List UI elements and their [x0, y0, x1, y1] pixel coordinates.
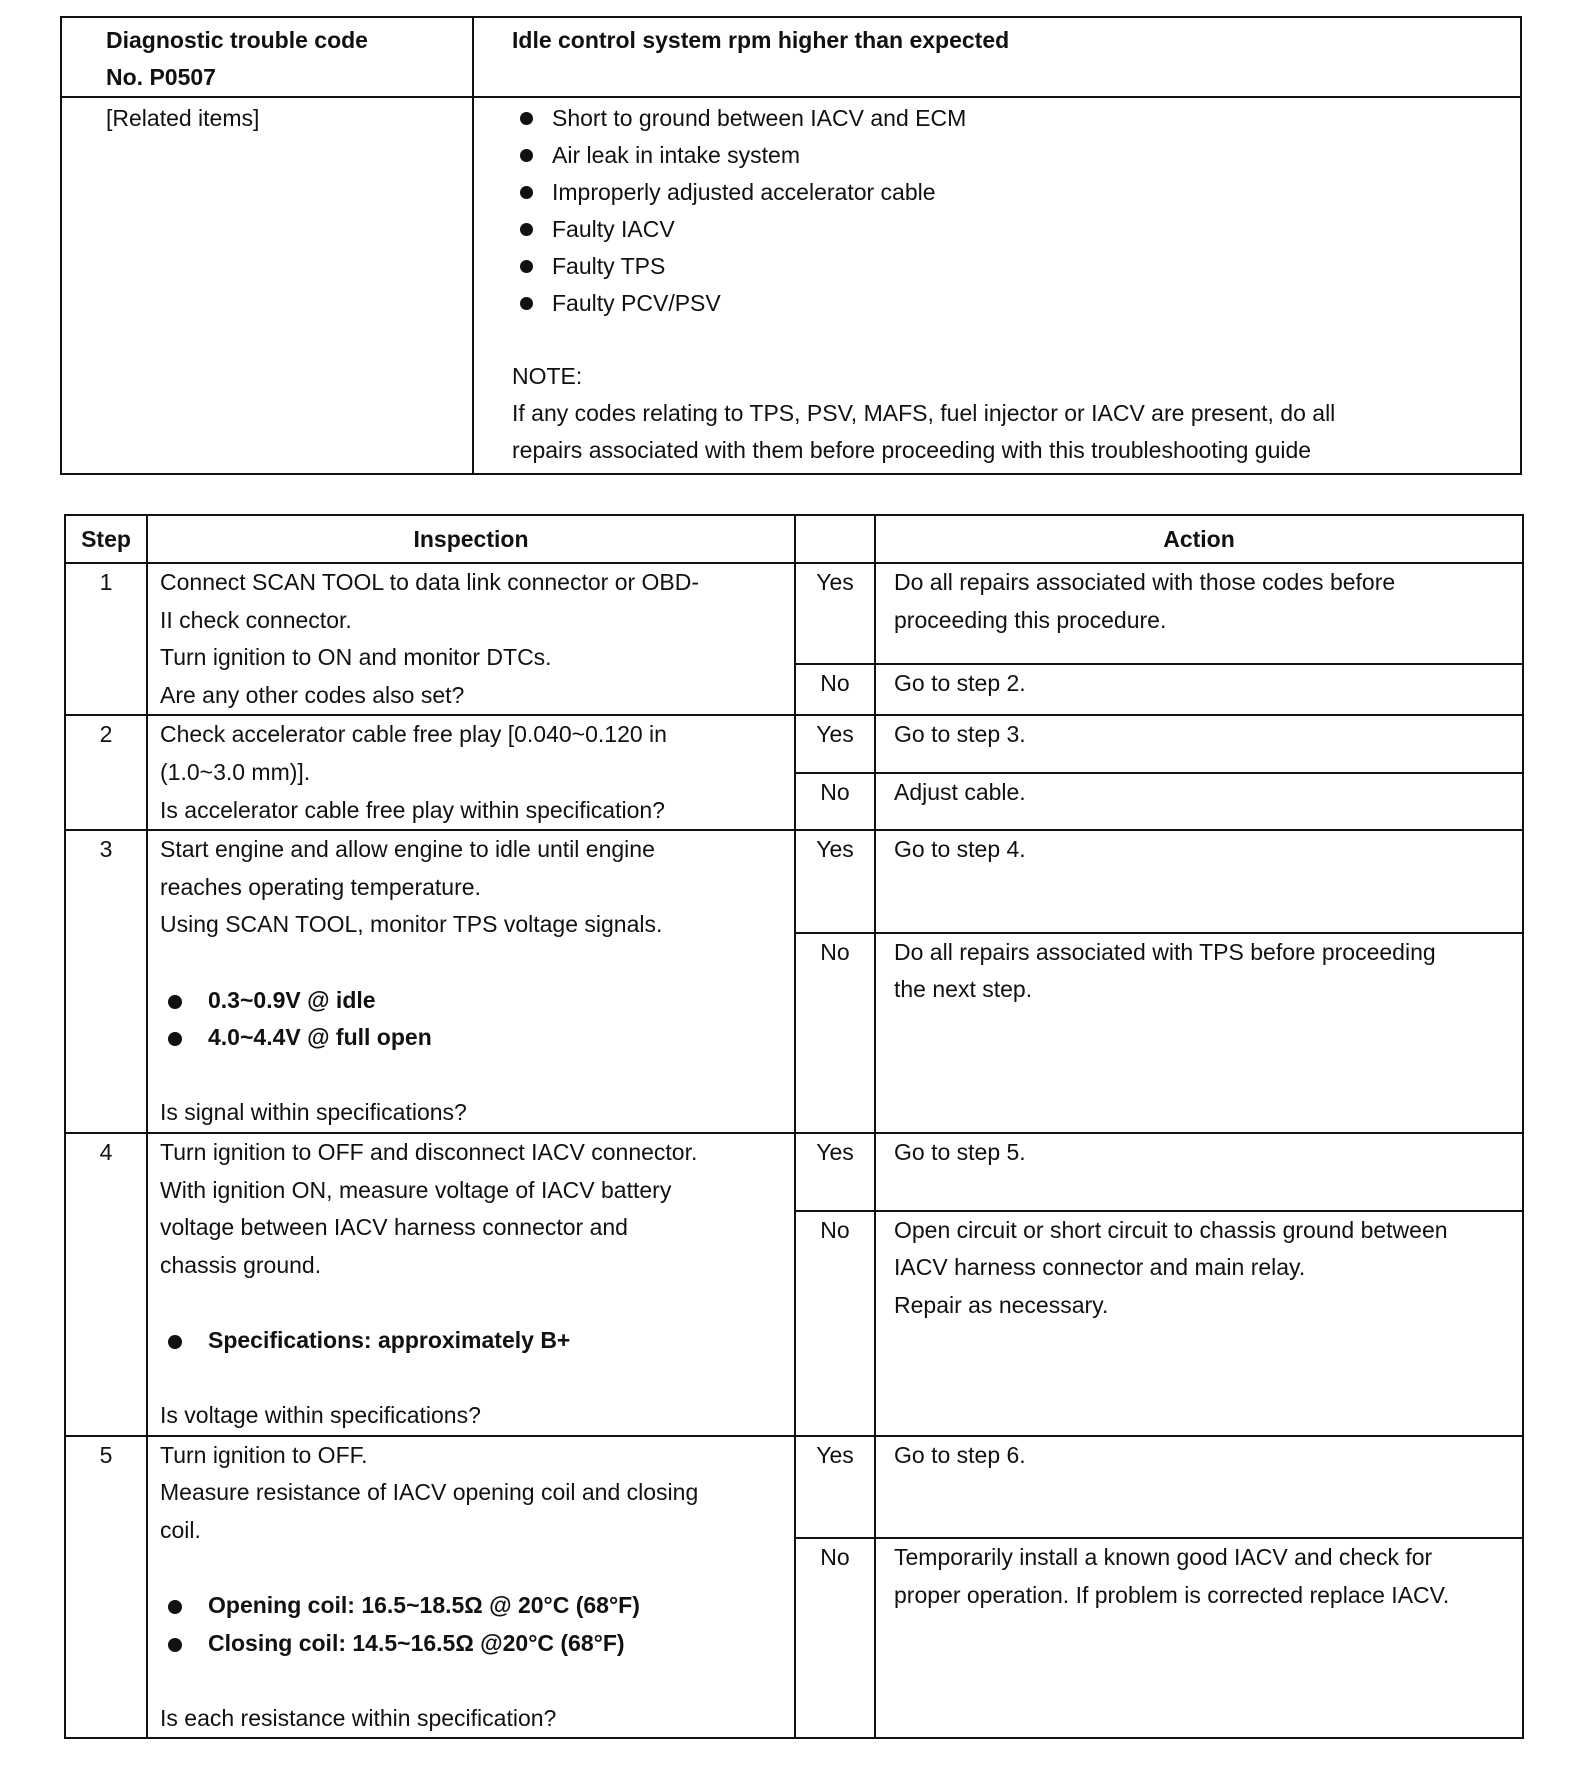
inspection-line: Connect SCAN TOOL to data link connector or OBD- — [160, 569, 700, 595]
no-action-cell — [875, 1538, 1523, 1738]
inspection-line: II check connector. — [160, 606, 352, 633]
dtc-label-line1: Diagnostic trouble code — [106, 27, 368, 53]
related-items-label: [Related items] — [61, 97, 473, 474]
inspection-line: chassis ground. — [160, 1251, 322, 1278]
action-line: Go to step 5. — [894, 1138, 1026, 1165]
list-item: Air leak in intake system — [512, 137, 1510, 174]
inspection-line: Turn ignition to OFF and disconnect IACV connector. — [160, 1138, 698, 1165]
action-line: the next step. — [894, 976, 1033, 1003]
dtc-title-row — [61, 17, 1521, 97]
spec-list — [160, 982, 784, 1057]
no-action-cell — [875, 773, 1523, 830]
spec-item: Opening coil: 16.5~18.5Ω @ 20°C (68°F) — [160, 1587, 784, 1625]
spec-list — [160, 1322, 784, 1360]
spacer — [512, 322, 1510, 358]
action-line: IACV harness connector and main relay. — [894, 1254, 1306, 1281]
spec-item: Specifications: approximately B+ — [160, 1322, 784, 1360]
yes-label: Yes — [795, 1436, 875, 1539]
table-row — [65, 1133, 1523, 1211]
spacer — [160, 1662, 784, 1700]
no-label: No — [795, 1538, 875, 1738]
action-line: Repair as necessary. — [894, 1291, 1109, 1318]
inspection-line: Are any other codes also set? — [160, 681, 465, 708]
spec-item: 0.3~0.9V @ idle — [160, 982, 784, 1020]
no-action-cell — [875, 933, 1523, 1133]
inspection-line: Using SCAN TOOL, monitor TPS voltage signals. — [160, 911, 663, 938]
yes-action-cell — [875, 1133, 1523, 1211]
step-number: 2 — [65, 715, 147, 830]
yes-label: Yes — [795, 563, 875, 664]
spacer — [160, 1549, 784, 1587]
list-item: Faulty TPS — [512, 248, 1510, 285]
action-line: proceeding this procedure. — [894, 606, 1167, 633]
inspection-line: coil. — [160, 1516, 201, 1543]
note-label: NOTE: — [512, 363, 583, 389]
inspection-line: Check accelerator cable free play [0.040~0.120 in — [160, 721, 667, 748]
yes-label: Yes — [795, 830, 875, 933]
dtc-title: Idle control system rpm higher than expected — [473, 17, 1521, 97]
yes-label: Yes — [795, 715, 875, 772]
action-line: Do all repairs associated with those codes before — [894, 569, 1396, 595]
step-number: 5 — [65, 1436, 147, 1739]
dtc-code-number: No. P0507 — [106, 64, 216, 90]
action-line: Open circuit or short circuit to chassis ground between — [894, 1216, 1448, 1243]
column-header-action: Action — [875, 515, 1523, 563]
inspection-question: Is each resistance within specification? — [160, 1704, 557, 1731]
inspection-cell — [147, 1133, 795, 1436]
procedure-table — [64, 514, 1524, 1739]
action-line: Temporarily install a known good IACV and check for — [894, 1544, 1433, 1571]
inspection-line: Measure resistance of IACV opening coil and closing — [160, 1479, 699, 1506]
list-item: Improperly adjusted accelerator cable — [512, 174, 1510, 211]
yes-action-cell — [875, 563, 1523, 664]
inspection-line: Start engine and allow engine to idle until engine — [160, 836, 655, 863]
action-line: Go to step 2. — [894, 669, 1026, 696]
action-line: Do all repairs associated with TPS before proceeding — [894, 938, 1436, 965]
spacer — [160, 1359, 784, 1397]
note-line: If any codes relating to TPS, PSV, MAFS, fuel injector or IACV are present, do all — [512, 400, 1336, 426]
yes-action-cell — [875, 830, 1523, 933]
step-number: 4 — [65, 1133, 147, 1436]
action-line: Adjust cable. — [894, 778, 1026, 805]
inspection-line: reaches operating temperature. — [160, 873, 481, 900]
spec-item: Closing coil: 14.5~16.5Ω @20°C (68°F) — [160, 1625, 784, 1663]
inspection-question: Is voltage within specifications? — [160, 1402, 481, 1429]
dtc-header-table — [60, 16, 1522, 475]
no-label: No — [795, 773, 875, 830]
inspection-cell — [147, 830, 795, 1133]
inspection-line: (1.0~3.0 mm)]. — [160, 758, 311, 785]
spacer — [160, 944, 784, 982]
table-row — [65, 1436, 1523, 1539]
dtc-related-row — [61, 97, 1521, 474]
no-action-cell — [875, 664, 1523, 716]
table-row — [65, 563, 1523, 664]
column-header-step: Step — [65, 515, 147, 563]
inspection-line: Is accelerator cable free play within specification? — [160, 796, 665, 823]
spec-list — [160, 1587, 784, 1662]
action-line: Go to step 3. — [894, 721, 1026, 748]
yes-action-cell — [875, 715, 1523, 772]
inspection-line: With ignition ON, measure voltage of IACV battery — [160, 1176, 672, 1203]
table-row — [65, 715, 1523, 772]
inspection-line: Turn ignition to ON and monitor DTCs. — [160, 644, 552, 671]
inspection-line: Turn ignition to OFF. — [160, 1441, 368, 1468]
no-label: No — [795, 933, 875, 1133]
action-line: Go to step 4. — [894, 836, 1026, 863]
inspection-cell — [147, 715, 795, 830]
column-header-inspection: Inspection — [147, 515, 795, 563]
yes-action-cell — [875, 1436, 1523, 1539]
procedure-header-row — [65, 515, 1523, 563]
inspection-cell — [147, 563, 795, 715]
no-label: No — [795, 664, 875, 716]
step-number: 1 — [65, 563, 147, 715]
list-item: Short to ground between IACV and ECM — [512, 100, 1510, 137]
yes-label: Yes — [795, 1133, 875, 1211]
no-label: No — [795, 1211, 875, 1436]
inspection-question: Is signal within specifications? — [160, 1099, 467, 1126]
related-items-list — [512, 100, 1510, 322]
action-line: proper operation. If problem is corrected replace IACV. — [894, 1581, 1450, 1608]
table-row — [65, 830, 1523, 933]
inspection-line: voltage between IACV harness connector and — [160, 1214, 628, 1241]
note-line: repairs associated with them before proceeding with this troubleshooting guide — [512, 437, 1312, 463]
dtc-code-label — [61, 17, 473, 97]
related-items-cell — [473, 97, 1521, 474]
action-line: Go to step 6. — [894, 1441, 1026, 1468]
no-action-cell — [875, 1211, 1523, 1436]
inspection-cell — [147, 1436, 795, 1739]
spec-item: 4.0~4.4V @ full open — [160, 1019, 784, 1057]
spacer — [160, 1057, 784, 1095]
list-item: Faulty IACV — [512, 211, 1510, 248]
list-item: Faulty PCV/PSV — [512, 285, 1510, 322]
column-header-yes-no — [795, 515, 875, 563]
step-number: 3 — [65, 830, 147, 1133]
spacer — [160, 1284, 784, 1322]
